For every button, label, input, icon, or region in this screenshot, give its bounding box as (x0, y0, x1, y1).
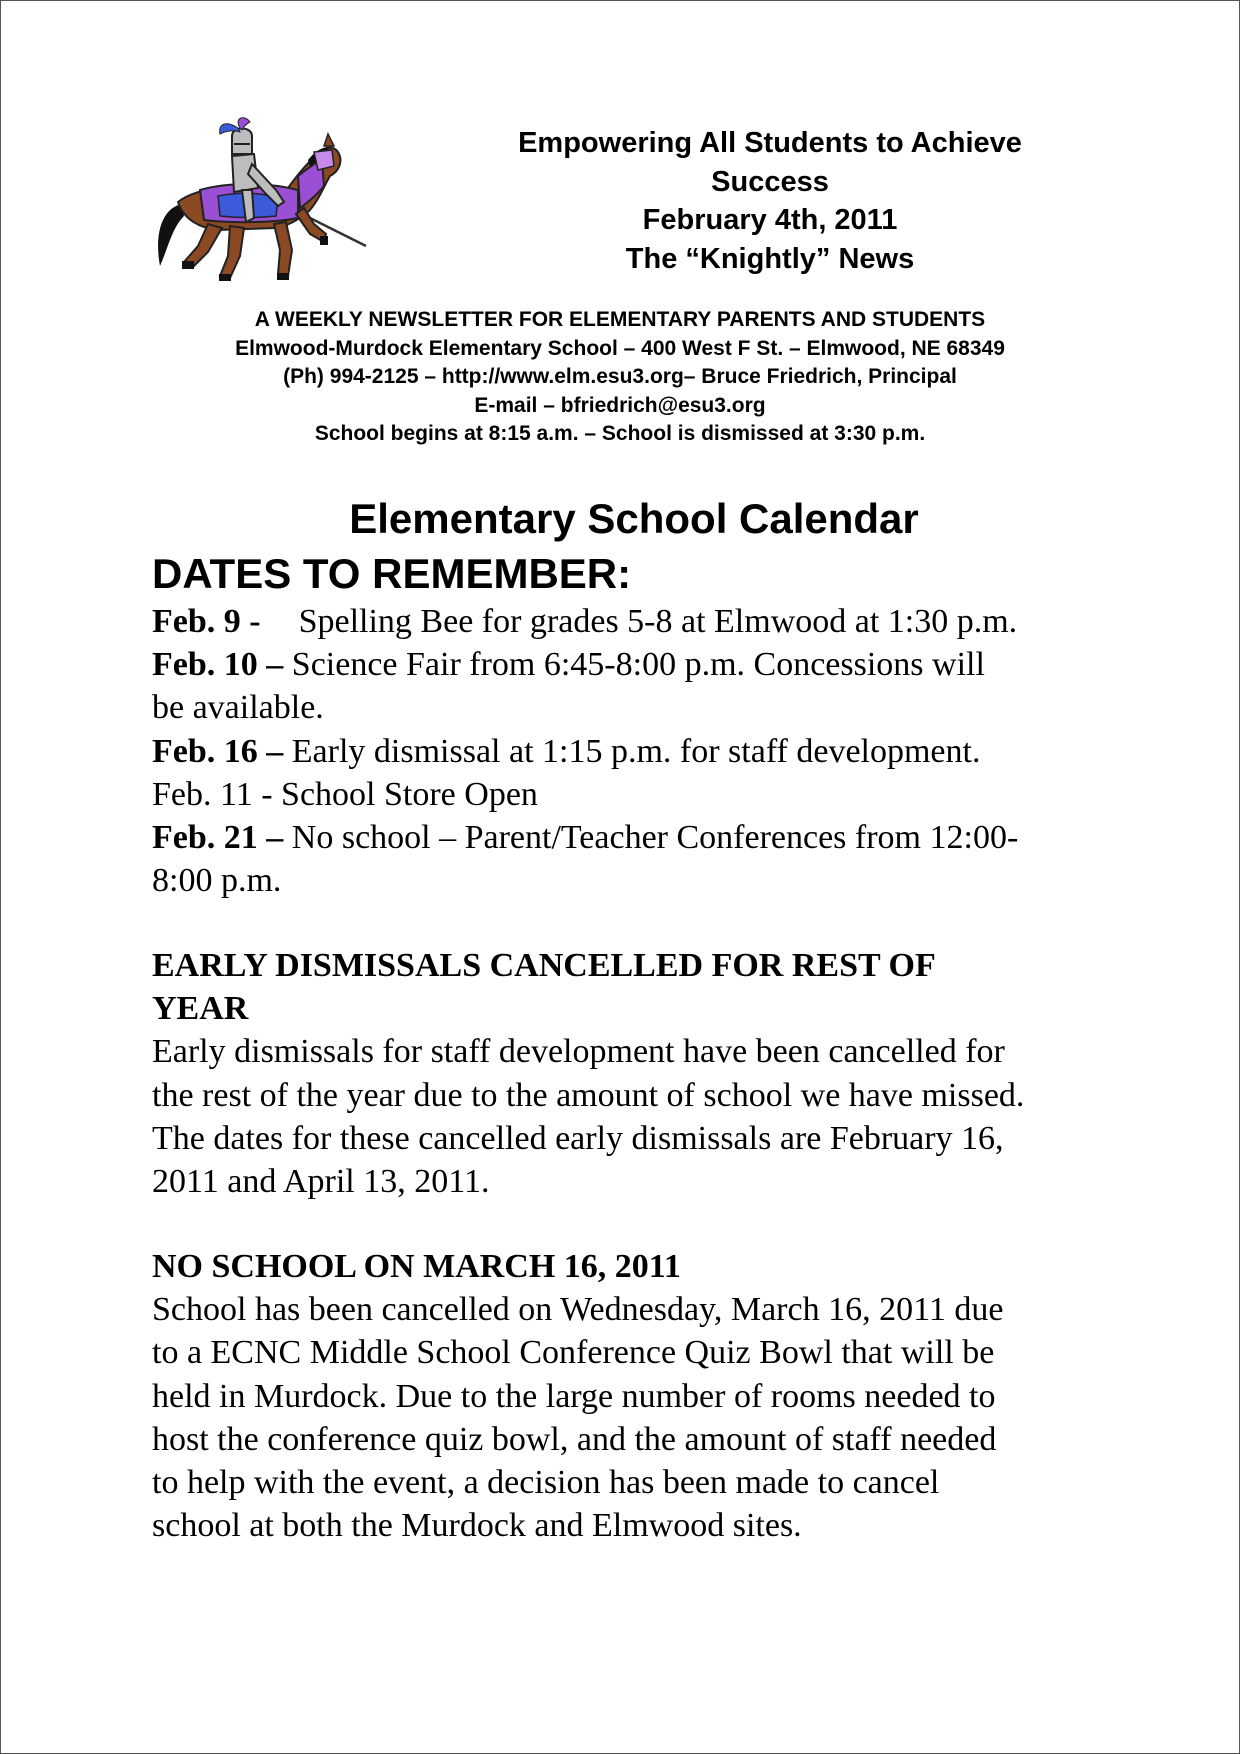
event-date: Feb. 10 – (152, 646, 284, 684)
section-body-line: 2011 and April 13, 2011. (152, 1163, 490, 1201)
event-date: Feb. 9 - (152, 603, 261, 640)
section-body-line: Early dismissals for staff development have been cancelled for (152, 1033, 1005, 1071)
section-body-line: to help with the event, a decision has been made to cancel (152, 1464, 940, 1502)
section-body-line: The dates for these cancelled early dismissals are February 16, (152, 1119, 1004, 1157)
principal-email: E-mail – bfriedrich@esu3.org (474, 393, 766, 417)
calendar-event (152, 773, 1132, 816)
event-text: No school – Parent/Teacher Conferences from 12:00- (291, 819, 1019, 857)
section-body-line: to a ECNC Middle School Conference Quiz Bowl that will be (152, 1334, 995, 1372)
school-info (100, 306, 1140, 449)
newsletter-tagline: A WEEKLY NEWSLETTER FOR ELEMENTARY PARENTS AND STUDENTS (254, 308, 986, 331)
knight-on-horse-icon (148, 116, 370, 288)
school-address: Elmwood-Murdock Elementary School – 400 West F St. – Elmwood, NE 68349 (235, 336, 1005, 360)
event-date: Feb. 16 – (152, 732, 284, 770)
section-body-line: school at both the Murdock and Elmwood sites. (152, 1507, 802, 1545)
newsletter-masthead (430, 124, 1110, 278)
calendar-event (152, 730, 1132, 773)
calendar-event (152, 600, 1132, 643)
section-body-line: held in Murdock. Due to the large number of rooms needed to (152, 1377, 996, 1415)
masthead-newsletter-name: The “Knightly” News (625, 242, 915, 275)
masthead-date: February 4th, 2011 (642, 204, 898, 236)
dates-to-remember-heading: DATES TO REMEMBER: (152, 550, 632, 597)
calendar-event (152, 643, 1132, 686)
event-date: Feb. 21 – (152, 819, 284, 857)
event-text: Spelling Bee for grades 5-8 at Elmwood at 1:30 p.m. (298, 603, 1018, 640)
calendar-events (152, 600, 1132, 902)
masthead-slogan-line-2: Success (711, 165, 829, 198)
calendar-title: Elementary School Calendar (349, 495, 919, 542)
event-text: Feb. 11 - School Store Open (152, 775, 538, 813)
section-heading: YEAR (152, 990, 249, 1028)
section-heading: NO SCHOOL ON MARCH 16, 2011 (152, 1248, 681, 1285)
event-text: Early dismissal at 1:15 p.m. for staff development. (291, 732, 981, 770)
masthead-slogan-line-1: Empowering All Students to Achieve (518, 127, 1022, 159)
section-body-line: host the conference quiz bowl, and the amount of staff needed (152, 1420, 997, 1458)
section-heading: EARLY DISMISSALS CANCELLED FOR REST OF (152, 947, 936, 984)
no-school-march-section (152, 1245, 1132, 1547)
calendar-event-continued: be available. (152, 689, 324, 727)
calendar-event-continued: 8:00 p.m. (152, 862, 282, 900)
section-body-line: the rest of the year due to the amount of school we have missed. (152, 1076, 1025, 1114)
school-phone-website: (Ph) 994-2125 – http://www.elm.esu3.org– Bruce Friedrich, Principal (283, 365, 957, 388)
early-dismissals-section (152, 944, 1132, 1203)
event-text: Science Fair from 6:45-8:00 p.m. Concessions will (291, 646, 985, 684)
calendar-event (152, 816, 1132, 859)
school-hours: School begins at 8:15 a.m. – School is dismissed at 3:30 p.m. (314, 422, 926, 445)
section-body-line: School has been cancelled on Wednesday, March 16, 2011 due (152, 1291, 1004, 1329)
